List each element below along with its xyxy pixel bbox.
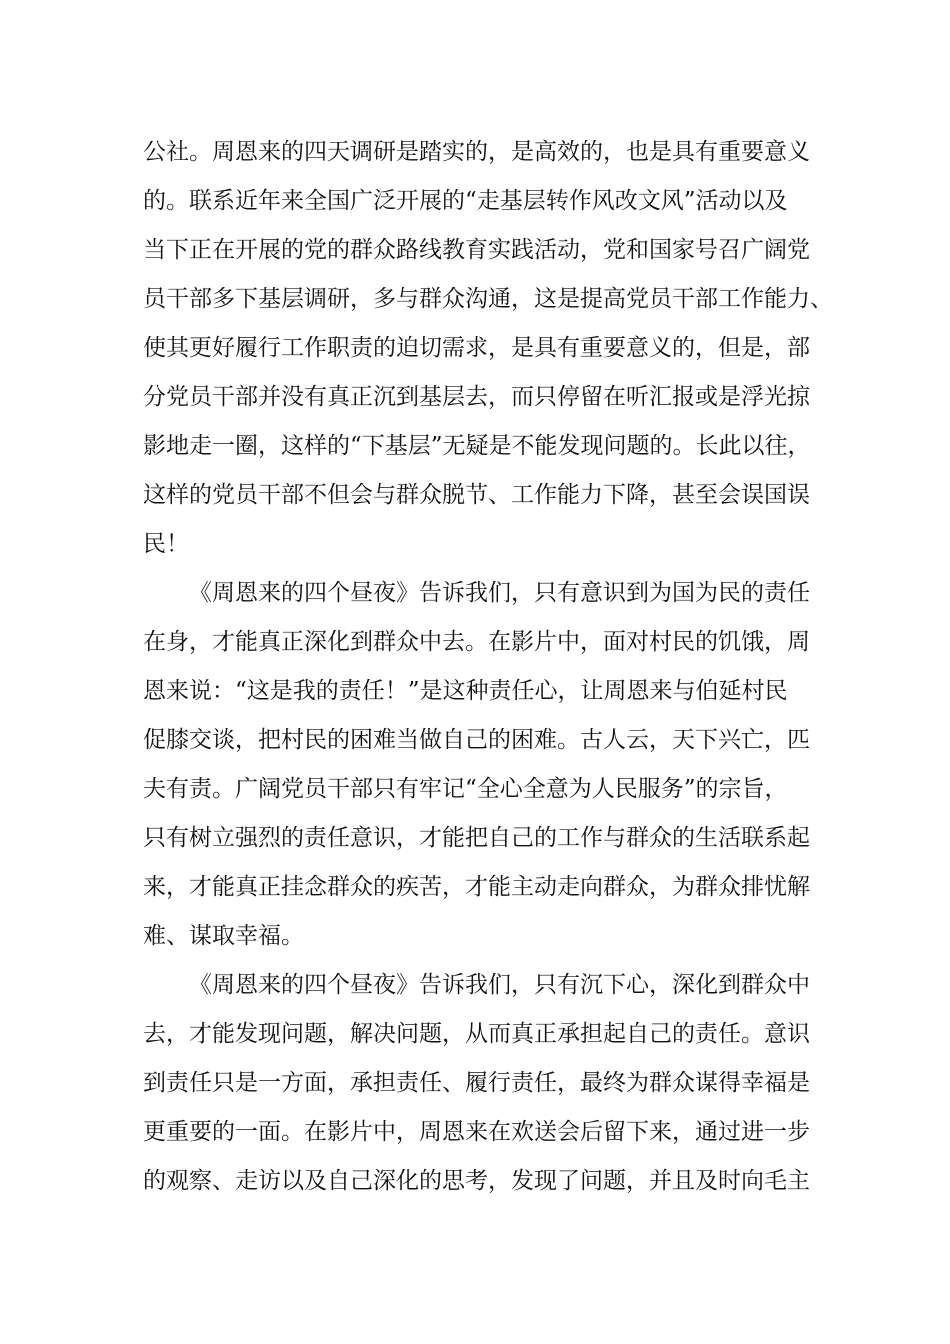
text-line-2: 的。联系近年来全国广泛开展的“走基层转作风改文风”活动以及 — [143, 188, 788, 214]
text-line-17: 难、谋取幸福。 — [143, 923, 304, 949]
text-line-13: 促膝交谈，把村民的困难当做自己的困难。古人云，天下兴亡，匹 — [143, 727, 810, 753]
text-line-20: 到责任只是一方面，承担责任、履行责任，最终为群众谋得幸福是 — [143, 1070, 810, 1096]
text-line-15: 只有树立强烈的责任意识，才能把自己的工作与群众的生活联系起 — [143, 825, 810, 851]
text-line-7: 影地走一圈，这样的“下基层”无疑是不能发现问题的。长此以往， — [143, 433, 811, 459]
text-line-9: 民！ — [143, 531, 189, 557]
text-line-6: 分党员干部并没有真正沉到基层去，而只停留在听汇报或是浮光掠 — [143, 384, 810, 410]
text-line-19: 去，才能发现问题，解决问题，从而真正承担起自己的责任。意识 — [143, 1021, 810, 1047]
text-line-8: 这样的党员干部不但会与群众脱节、工作能力下降，甚至会误国误 — [143, 482, 810, 508]
text-line-22: 的观察、走访以及自己深化的思考，发现了问题，并且及时向毛主 — [143, 1168, 810, 1194]
text-line-18: 《周恩来的四个昼夜》告诉我们，只有沉下心，深化到群众中 — [189, 972, 810, 998]
text-line-4: 员干部多下基层调研，多与群众沟通，这是提高党员干部工作能力、 — [143, 286, 833, 312]
text-line-5: 使其更好履行工作职责的迫切需求，是具有重要意义的，但是，部 — [143, 335, 810, 361]
text-line-11: 在身，才能真正深化到群众中去。在影片中，面对村民的饥饿，周 — [143, 629, 810, 655]
text-line-3: 当下正在开展的党的群众路线教育实践活动，党和国家号召广阔党 — [143, 237, 810, 263]
text-line-14: 夫有责。广阔党员干部只有牢记“全心全意为人民服务”的宗旨， — [143, 776, 788, 802]
document-body — [143, 128, 833, 1206]
text-line-12: 恩来说：“这是我的责任！”是这种责任心，让周恩来与伯延村民 — [143, 678, 788, 704]
text-line-16: 来，才能真正挂念群众的疾苦，才能主动走向群众，为群众排忧解 — [143, 874, 810, 900]
text-line-1: 公社。周恩来的四天调研是踏实的，是高效的，也是具有重要意义 — [143, 139, 810, 165]
text-line-21: 更重要的一面。在影片中，周恩来在欢送会后留下来，通过进一步 — [143, 1119, 810, 1145]
text-line-10: 《周恩来的四个昼夜》告诉我们，只有意识到为国为民的责任 — [189, 580, 810, 606]
